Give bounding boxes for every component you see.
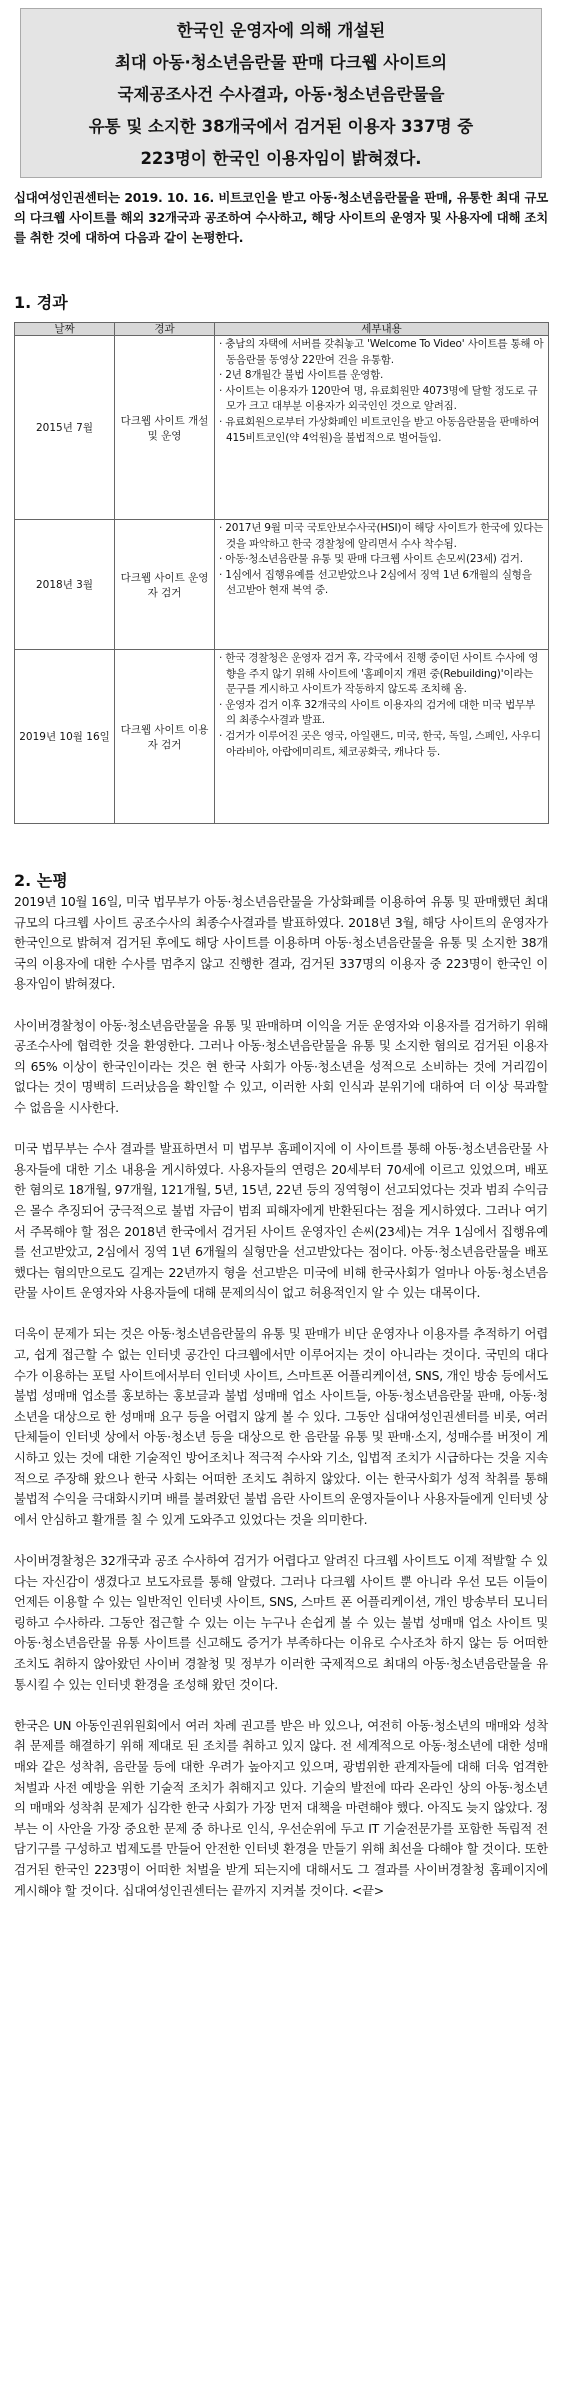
commentary-body (14, 892, 548, 1922)
headline-line: 최대 아동·청소년음란물 판매 다크웹 사이트의 (114, 53, 448, 72)
commentary-paragraph: 2019년 10월 16일, 미국 법무부가 아동·청소년음란물을 가상화폐를 이용하여 유통 및 판매했던 최대 규모의 다크웹 사이트 공조수사의 최종수사결과를 발표하였다. 2018년 3월, 해당 사이트의 운영자가 한국인으로 밝혀져 검거된 후에도 해당 사이트를 이용하며 아동·청소년음란물을 유통 및 소지한 38개국의 이용자에 대한 수사를 멈추지 않고 진행한 결과, 검거된 337명의 이용자 중 223명이 한국인 이용자임이 밝혀졌다. (14, 894, 548, 992)
section-title-progress: 1. 경과 (14, 293, 68, 312)
detail-item: · 유료회원으로부터 가상화폐인 비트코인을 받고 아동음란물을 판매하여 415비트코인(약 4억원)을 불법적으로 벌어들임. (219, 415, 540, 444)
detail-item: · 2017년 9월 미국 국토안보수사국(HSI)이 해당 사이트가 한국에 있다는 것을 파악하고 한국 경찰청에 알리면서 수사 착수됨. (219, 522, 544, 550)
detail-item: · 검거가 이루어진 곳은 영국, 아일랜드, 미국, 한국, 독일, 스페인, 사우디아라비아, 아랍에미리트, 체코공화국, 캐나다 등. (219, 729, 541, 758)
row-stage: 다크웹 사이트 개설 및 운영 (115, 336, 215, 520)
table-row (15, 520, 549, 650)
section-title-commentary: 2. 논평 (14, 871, 68, 890)
commentary-paragraph: 미국 법무부는 수사 결과를 발표하면서 미 법무부 홈페이지에 이 사이트를 통해 아동·청소년음란물 사용자들에 대한 기소 내용을 게시하였다. 사용자들의 연령은 20세부터 70세에 이르고 있었으며, 배포한 혐의로 18개월, 97개월, 121개월, 5년, 15년, 22년 등의 징역형이 선고되었다는 것과 범죄 수익금은 몰수 추징되어 궁극적으로 불법 자금이 범죄 피해자에게 반환된다는 점을 게시하였다. 그러나 여기서 주목해야 할 점은 2018년 한국에서 검거된 사이트 운영자인 손씨(23세)는 겨우 1심에서 집행유예를 선고받았고, 2심에서 징역 1년 6개월의 실형만을 선고받았다는 점이다. 아동·청소년음란물을 배포했다는 혐의만으로도 길게는 22년까지 형을 선고받은 미국에 비해 한국사회가 얼마나 아동·청소년음란물 사이트 운영자와 사용자들에 대해 문제의식이 없고 허용적인지 알 수 있는 대목이다. (14, 1141, 548, 1301)
headline-line: 국제공조사건 수사결과, 아동·청소년음란물을 (117, 85, 445, 104)
detail-item: · 사이트는 이용자가 120만여 명, 유료회원만 4073명에 달할 정도로 규모가 크고 대부분 이용자가 외국인인 것으로 알려짐. (219, 384, 538, 413)
row-stage: 다크웹 사이트 이용자 검거 (115, 650, 215, 824)
detail-item: · 충남의 자택에 서버를 갖춰놓고 'Welcome To Video' 사이트를 통해 아동음란물 동영상 22만여 건을 유통함. (219, 338, 544, 366)
detail-item: · 운영자 검거 이후 32개국의 사이트 이용자의 검거에 대한 미국 법무부의 최종수사결과 발표. (219, 698, 535, 727)
row-date: 2019년 10월 16일 (15, 650, 115, 824)
table-row (15, 650, 549, 824)
table-header-row (15, 323, 549, 336)
row-date: 2018년 3월 (15, 520, 115, 650)
headline-line: 유통 및 소지한 38개국에서 검거된 이용자 337명 중 (88, 117, 474, 136)
detail-item: · 아동·청소년음란물 유통 및 판매 다크웹 사이트 손모씨(23세) 검거. (219, 553, 523, 566)
row-stage: 다크웹 사이트 운영자 검거 (115, 520, 215, 650)
progress-table (14, 322, 549, 824)
headline-line: 223명이 한국인 이용자임이 밝혀졌다. (140, 149, 422, 168)
row-date: 2015년 7월 (15, 336, 115, 520)
column-header-details: 세부내용 (215, 323, 549, 336)
commentary-paragraph: 사이버경찰청이 아동·청소년음란물을 유통 및 판매하며 이익을 거둔 운영자와 이용자를 검거하기 위해 공조수사에 협력한 것을 환영한다. 그러나 아동·청소년음란물을 유통 및 소지한 혐의로 검거된 이용자의 65% 이상이 한국인이라는 것은 현 한국 사회가 아동·청소년을 성적으로 소비하는 것에 거리낌이 없다는 것이 명백히 드러났음을 확인할 수 있고, 이러한 사회 인식과 분위기에 대하여 더 이상 묵과할 수 없음을 시사한다. (14, 1017, 548, 1115)
column-header-date: 날짜 (15, 323, 115, 336)
commentary-paragraph: 한국은 UN 아동인권위원회에서 여러 차례 권고를 받은 바 있으나, 여전히 아동·청소년의 매매와 성착취 문제를 해결하기 위해 제대로 된 조치를 취하고 있지 않다. 전 세계적으로 아동·청소년에 대한 성매매와 같은 성착취, 음란물 등에 대한 우려가 높아지고 있으며, 광범위한 관계자들에 대해 더욱 엄격한 처벌과 사전 예방을 위한 기술적 조치가 취해지고 있다. 기술의 발전에 따라 온라인 상의 아동·청소년의 매매와 성착취 문제가 심각한 한국 사회가 가장 먼저 대책을 마련해야 했다. 아직도 늦지 않았다. 정부는 이 사안을 가장 중요한 문제 중 하나로 인식, 우선순위에 두고 IT 기술전문가를 포함한 독립적 전담기구를 구성하고 법제도를 만들어 안전한 인터넷 환경을 만들기 위해 최선을 다해야 할 것이다. 또한 검거된 한국인 223명이 어떠한 처벌을 받게 되는지에 대해서도 그 결과를 사이버경찰청 홈페이지에 게시해야 할 것이다. 십대여성인권센터는 끝까지 지켜볼 것이다. <끝> (14, 1717, 548, 1898)
commentary-paragraph: 사이버경찰청은 32개국과 공조 수사하여 검거가 어렵다고 알려진 다크웹 사이트도 이제 적발할 수 있다는 자신감이 생겼다고 보도자료를 통해 알렸다. 그러나 다크웹 사이트 뿐 아니라 우선 모든 이들이 언제든 이용할 수 있는 일반적인 인터넷 사이트, SNS, 스마트 폰 어플리케이션, 개인 방송부터 모니터링하고 수사하라. 그동안 접근할 수 있는 이는 누구나 손쉽게 볼 수 있는 불법 성매매 업소 사이트 및 아동·청소년음란물 유통 사이트를 신고해도 증거가 부족하다는 이유로 수사조차 하지 않는 등 어떠한 조치도 취하지 않아왔던 사이버 경찰청 및 정부가 이러한 국제적으로 최대의 아동·청소년음란물을 유통시킬 수 있는 인터넷 환경을 조성해 왔던 것이다. (14, 1553, 548, 1692)
detail-item: · 1심에서 집행유예를 선고받았으나 2심에서 징역 1년 6개월의 실형을 선고받아 현재 복역 중. (219, 568, 532, 597)
commentary-paragraph: 더욱이 문제가 되는 것은 아동·청소년음란물의 유통 및 판매가 비단 운영자나 이용자를 추적하기 어렵고, 쉽게 접근할 수 없는 인터넷 공간인 다크웹에서만 이루어지는 것이 아니라는 것이다. 국민의 대다수가 이용하는 포털 사이트에서부터 인터넷 사이트, 스마트폰 어플리케이션, SNS, 개인 방송 등에서도 불법 성매매 업소를 홍보하는 홍보글과 불법 성매매 업소 사이트들, 아동·청소년음란물 판매, 아동·청소년을 대상으로 한 성매매 요구 등을 어렵지 않게 볼 수 있다. 그동안 십대여성인권센터를 비롯, 여러 단체들이 인터넷 상에서 아동·청소년 등을 대상으로 한 음란물 유통 및 판매·소지, 성매수를 버젓이 게시하고 있는 것에 대한 기술적인 방어조치나 적극적 수사와 기소, 입법적 조치가 시급하다는 것을 지속적으로 주장해 왔으나 한국 사회는 어떠한 조치도 취하지 않았다. 이는 한국사회가 성적 착취를 통해 불법적 수익을 극대화시키며 배를 불려왔던 불법 음란 사이트의 운영자들이나 사용자들에게 인터넷 상에서 안심하고 활개를 칠 수 있게 도와주고 있었다는 것을 의미한다. (14, 1326, 548, 1527)
row-details (215, 650, 549, 824)
headline-line: 한국인 운영자에 의해 개설된 (176, 21, 386, 40)
table-row (15, 336, 549, 520)
detail-item: · 2년 8개월간 불법 사이트를 운영함. (219, 369, 384, 382)
intro-paragraph: 십대여성인권센터는 2019. 10. 16. 비트코인을 받고 아동·청소년음란물을 판매, 유통한 최대 규모의 다크웹 사이트를 해외 32개국과 공조하여 수사하고, 해당 사이트의 운영자 및 사용자에 대해 조치를 취한 것에 대하여 다음과 같이 논평한다. (14, 190, 548, 245)
column-header-stage: 경과 (115, 323, 215, 336)
row-details (215, 520, 549, 650)
row-details (215, 336, 549, 520)
detail-item: · 한국 경찰청은 운영자 검거 후, 각국에서 진행 중이던 사이트 수사에 영향을 주지 않기 위해 사이트에 '홈페이지 개편 중(Rebuilding)'이라는 문구를 게시하고 사이트가 작동하지 않도록 조치해 옴. (219, 652, 539, 696)
headline-box (20, 8, 542, 178)
